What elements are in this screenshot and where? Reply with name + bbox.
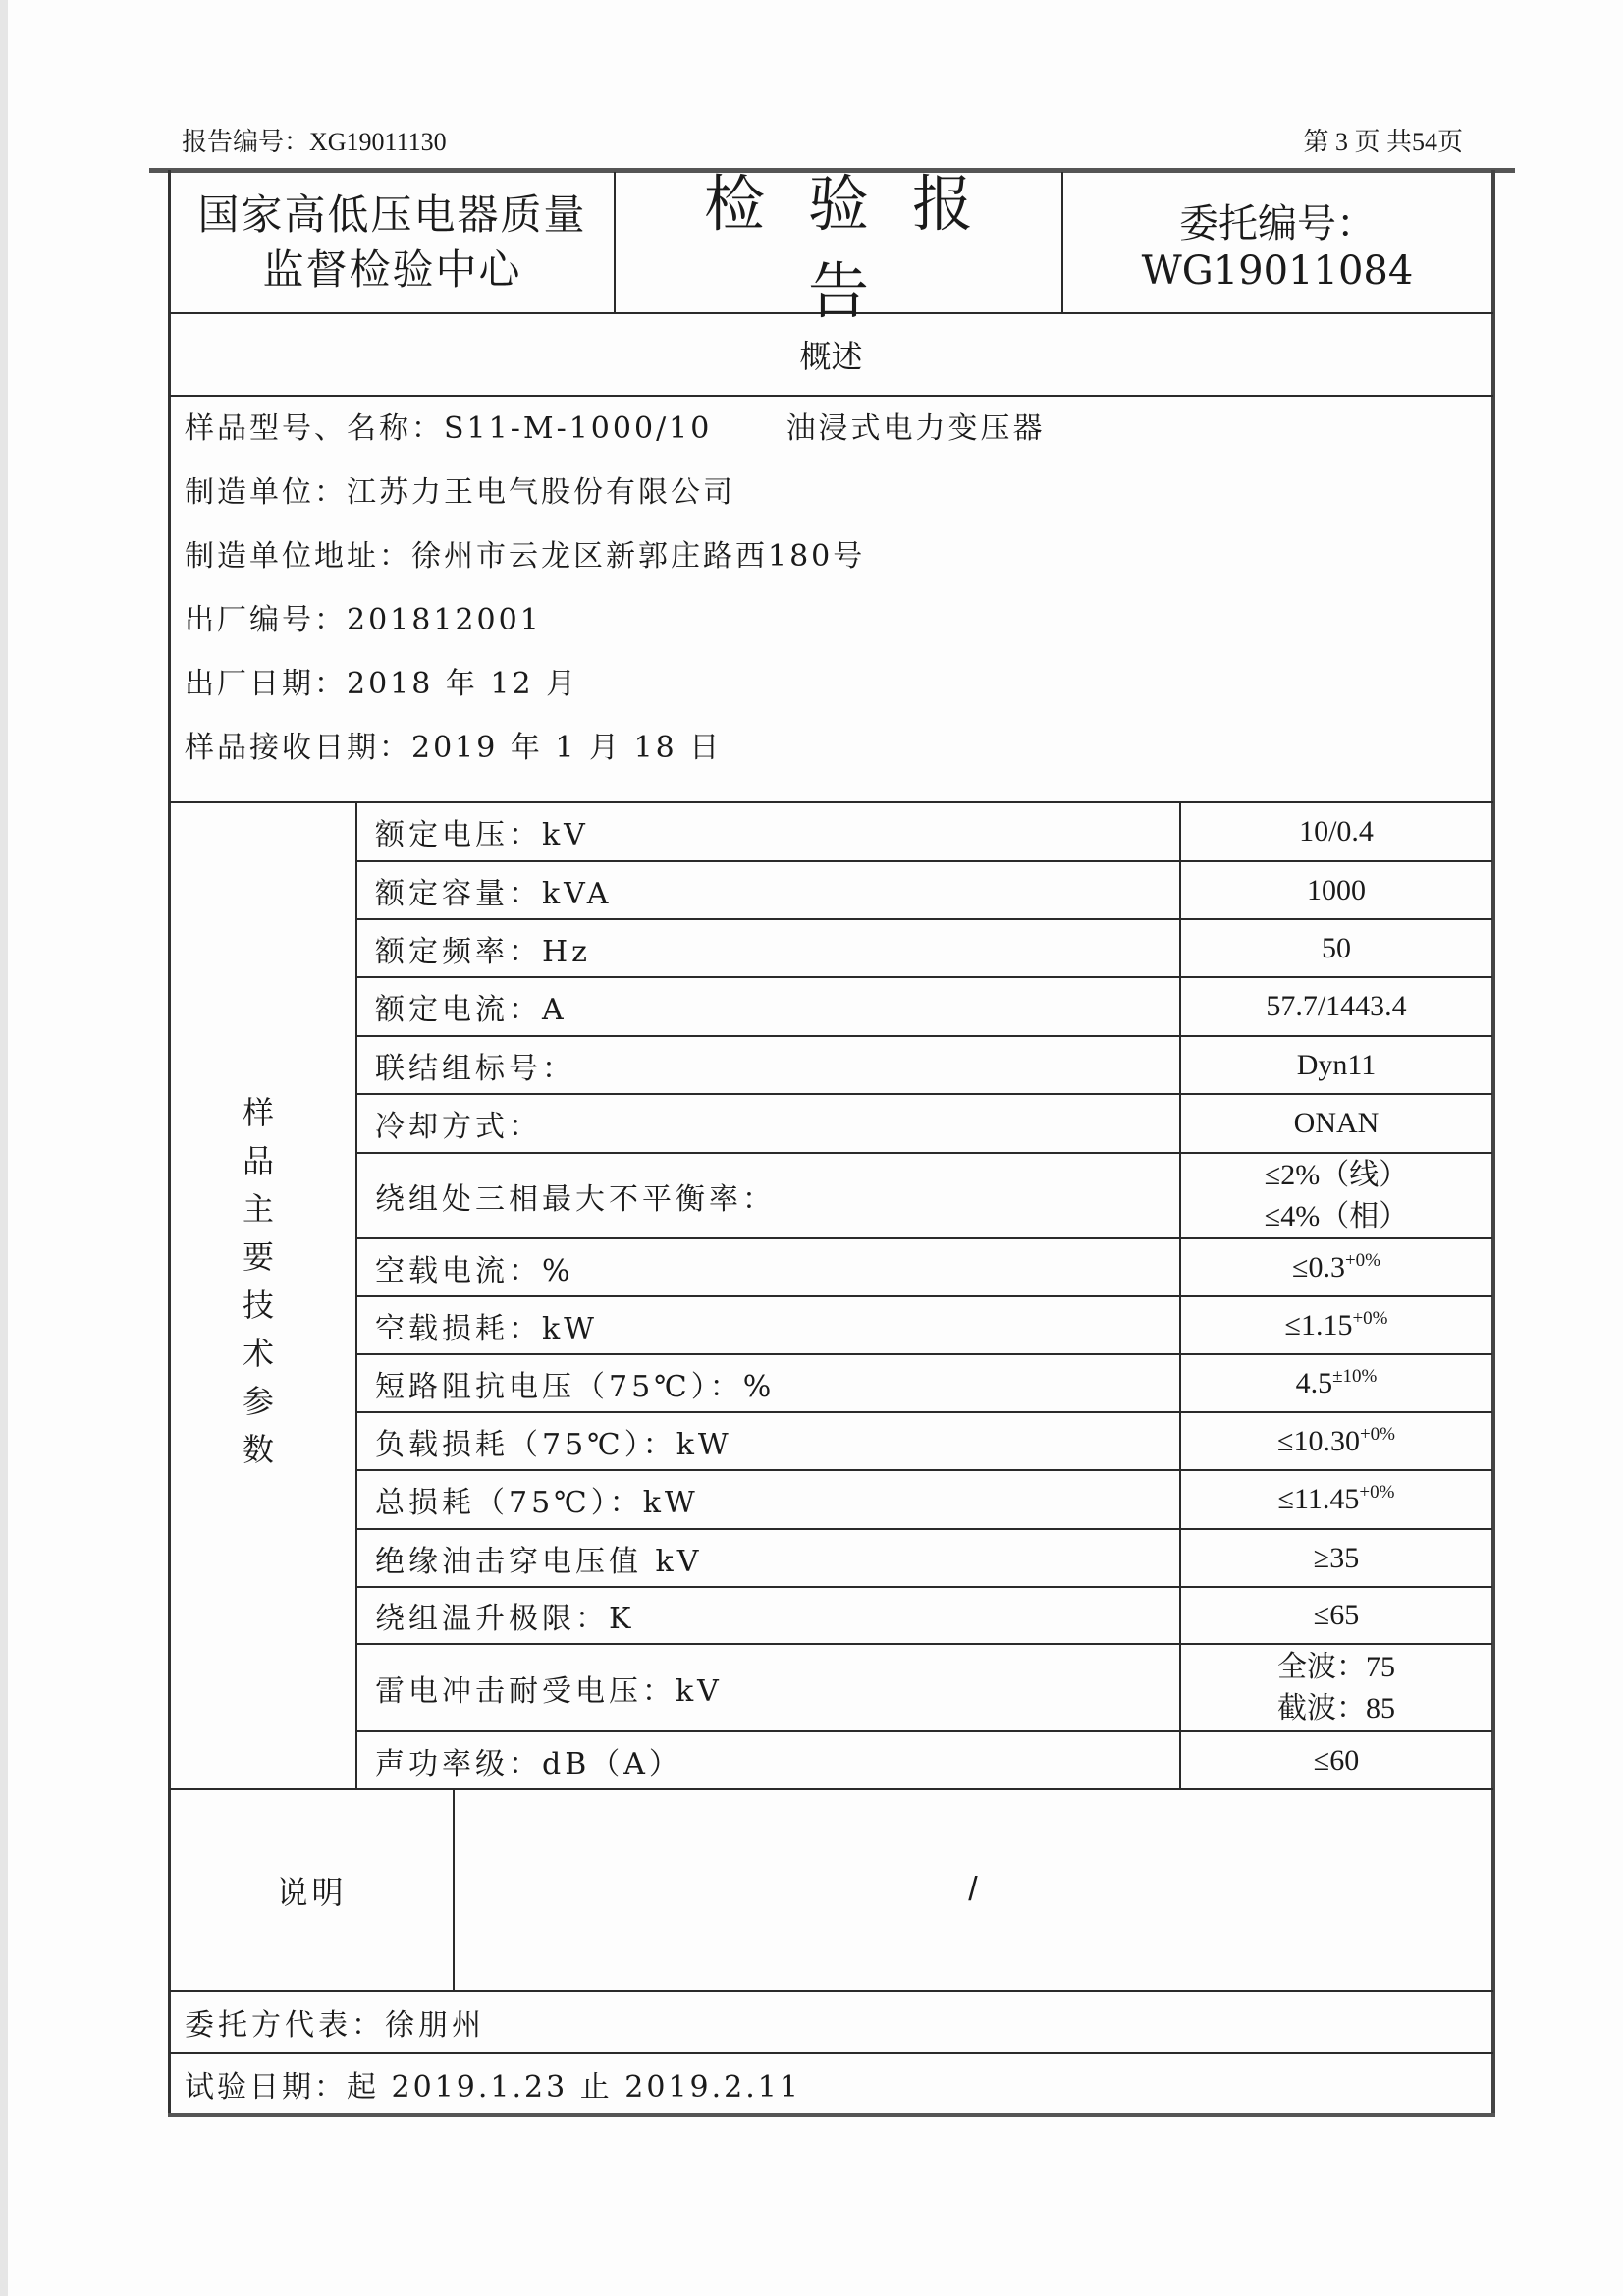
info-value: 徐州市云龙区新郭庄路西180号	[411, 539, 866, 574]
param-value: 50	[1322, 931, 1351, 964]
param-label: 负载损耗（75℃）：kW	[375, 1427, 732, 1462]
page-indicator: 第 3 页 共54页	[1303, 128, 1463, 156]
table-bottom-border	[168, 2113, 1495, 2117]
institution-line-1: 国家高低压电器质量	[197, 191, 587, 239]
info-label: 出厂日期：	[185, 667, 347, 701]
param-label: 绕组处三相最大不平衡率：	[375, 1181, 776, 1217]
remarks-value: /	[968, 1871, 978, 1908]
report-title: 检验报告	[703, 168, 1016, 327]
value-with-tolerance	[1292, 1247, 1380, 1288]
param-value	[1181, 1297, 1491, 1353]
info-value: S11-M-1000/10 油浸式电力变压器	[444, 411, 1046, 446]
param-value	[1181, 1413, 1491, 1469]
tolerance: ±10%	[1332, 1365, 1378, 1387]
info-label: 样品型号、名称：	[185, 411, 444, 446]
info-label: 制造单位：	[185, 475, 347, 510]
value: ≤1.15	[1284, 1308, 1353, 1341]
param-label: 额定容量：kVA	[375, 876, 613, 911]
params-section-label: 样 品 主 要 技 术 参 数	[242, 1094, 274, 1468]
param-label: 空载损耗：kW	[375, 1311, 599, 1346]
value: 4.5	[1295, 1366, 1333, 1399]
param-value	[1181, 1471, 1491, 1528]
param-value: ≤60	[1313, 1743, 1360, 1777]
param-value	[1181, 1355, 1491, 1411]
section-title-cell	[171, 314, 1491, 395]
info-value: 江苏力王电气股份有限公司	[347, 475, 735, 510]
param-label: 绝缘油击穿电压值 kV	[375, 1544, 703, 1579]
section-title: 概述	[799, 338, 863, 375]
param-value: 57.7/1443.4	[1266, 990, 1407, 1022]
remarks-label: 说明	[276, 1873, 348, 1911]
info-row-address	[185, 537, 865, 576]
info-label: 样品接收日期：	[185, 731, 411, 765]
info-row-serial	[185, 601, 542, 640]
param-value: ≥35	[1313, 1541, 1360, 1574]
param-label: 额定电流：A	[375, 993, 568, 1027]
param-label: 总损耗（75℃）：kW	[375, 1486, 699, 1520]
param-value	[1181, 1645, 1491, 1730]
value-with-tolerance	[1277, 1421, 1395, 1462]
tolerance: +0%	[1352, 1307, 1388, 1329]
param-label: 额定电压：kV	[375, 818, 589, 852]
param-value: 1000	[1307, 873, 1366, 906]
scan-edge	[0, 0, 8, 2296]
param-label: 额定频率：Hz	[375, 934, 591, 969]
institution-name	[171, 173, 614, 312]
tolerance: +0%	[1344, 1249, 1380, 1271]
info-value: 2019 年 1 月 18 日	[411, 731, 723, 765]
value-line: ≤4%（相）	[1264, 1199, 1409, 1232]
param-value: Dyn11	[1296, 1048, 1377, 1081]
info-row-manufacturer	[185, 473, 735, 513]
param-label: 联结组标号：	[375, 1051, 575, 1086]
info-label: 出厂编号：	[185, 603, 347, 637]
param-label: 声功率级：dB（A）	[375, 1746, 682, 1781]
value: ≤10.30	[1276, 1424, 1360, 1457]
param-label: 绕组温升极限：K	[375, 1602, 635, 1636]
table-right-border	[1491, 170, 1495, 2117]
value: ≤0.3	[1291, 1250, 1345, 1284]
info-row-model	[185, 410, 1046, 449]
param-label: 空载电流：%	[375, 1253, 574, 1288]
param-value: ONAN	[1293, 1107, 1380, 1139]
value-line: 全波：75	[1277, 1650, 1395, 1683]
info-row-mfg-date	[185, 665, 578, 704]
param-value: ≤65	[1313, 1599, 1360, 1631]
value: ≤11.45	[1277, 1483, 1360, 1515]
param-label: 冷却方式：	[375, 1110, 542, 1144]
value-with-tolerance	[1284, 1305, 1387, 1346]
value-with-tolerance	[1278, 1479, 1395, 1520]
tolerance: +0%	[1359, 1423, 1395, 1445]
info-value: 2018 年 12 月	[347, 667, 579, 701]
report-number: 报告编号：XG19011130	[182, 128, 447, 156]
test-date: 试验日期：起 2019.1.23 止 2019.2.11	[185, 2070, 801, 2105]
value-line: 截波：85	[1277, 1691, 1395, 1724]
tolerance: +0%	[1359, 1482, 1395, 1503]
info-value: 201812001	[347, 603, 542, 637]
entrust-number-cell	[1063, 173, 1491, 312]
divider	[170, 395, 1493, 397]
param-label: 短路阻抗电压（75℃）：%	[375, 1369, 776, 1404]
institution-line-2: 监督检验中心	[262, 246, 522, 294]
value-with-tolerance	[1296, 1363, 1378, 1404]
report-title-cell	[616, 168, 1061, 327]
value-line: ≤2%（线）	[1264, 1158, 1409, 1191]
info-row-received-date	[185, 729, 722, 768]
entrust-number: 委托编号：WG19011084	[1141, 200, 1414, 294]
param-label: 雷电冲击耐受电压：kV	[375, 1673, 723, 1709]
param-value	[1181, 1154, 1491, 1237]
client-representative: 委托方代表：徐朋州	[185, 2008, 485, 2043]
info-label: 制造单位地址：	[185, 539, 411, 574]
param-value: 10/0.4	[1299, 815, 1374, 847]
param-value	[1181, 1239, 1491, 1295]
